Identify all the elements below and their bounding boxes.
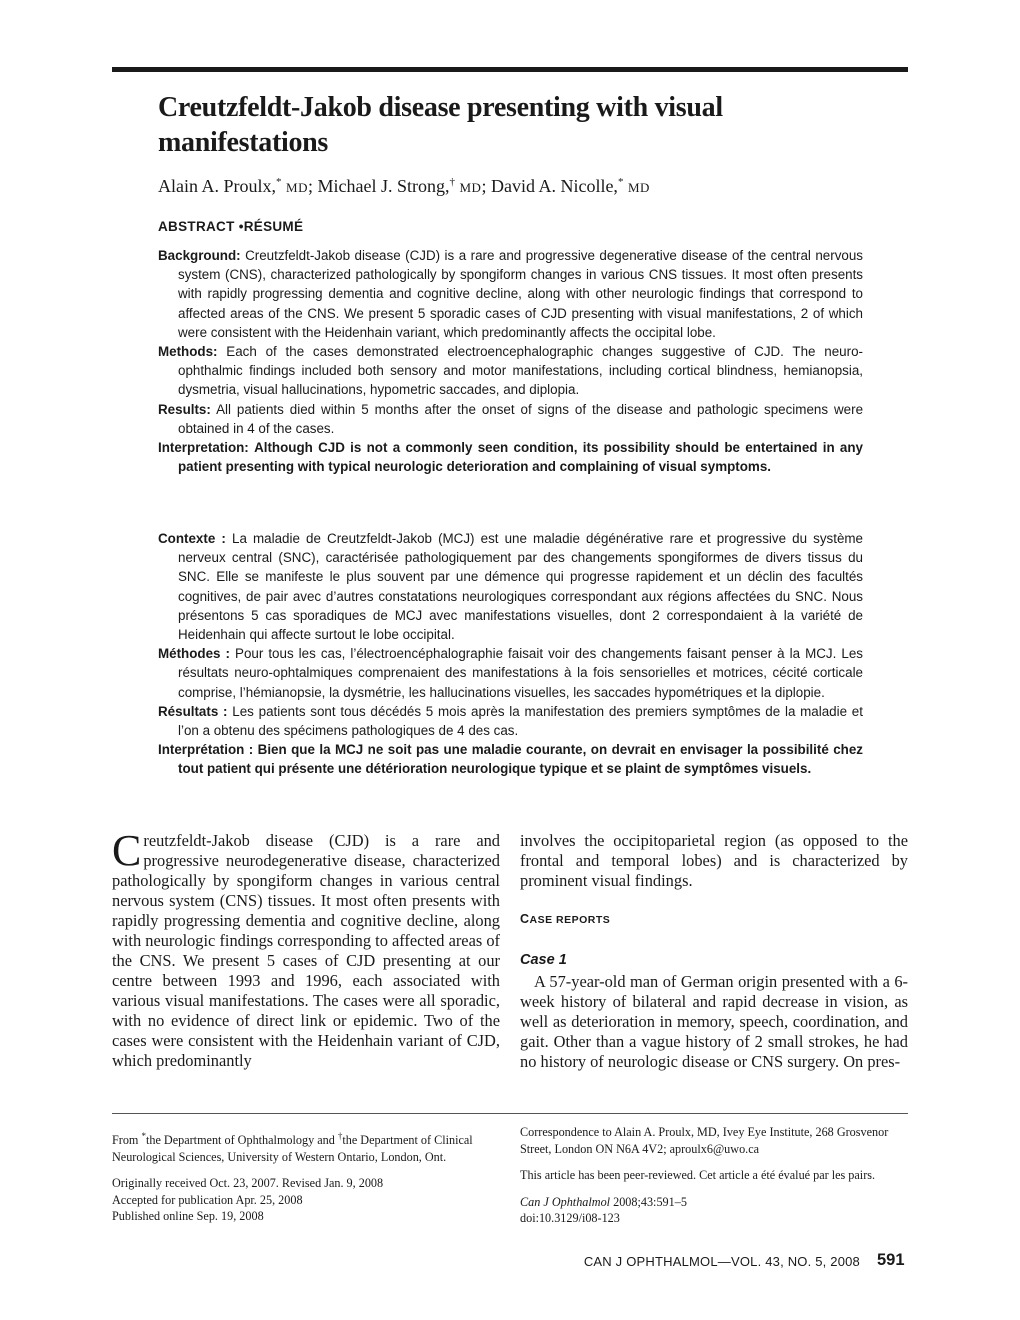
abstract-text: Creutzfeldt-Jakob disease (CJD) is a rare and progressive degenerative disease of the central nervous system (CNS), characterized pathologically by spongiform changes in various CNS tissues. It most often presents with rapidly progressing dementia and cognitive decline, along with other neurologic findings that correspond to affected areas of the CNS. We present 5 sporadic cases of CJD presenting with visual manifestations, 2 of which were consistent with the Heidenhain variant, which predominantly affects the occipital lobe. — [178, 248, 863, 340]
abstract-resultats — [158, 702, 863, 740]
author-degree: MD — [286, 180, 308, 195]
author-separator: ; — [307, 176, 318, 196]
affiliations — [112, 1128, 504, 1165]
abstract-heading: ABSTRACT •RÉSUMÉ — [158, 219, 304, 234]
abstract-french — [158, 529, 863, 779]
abstract-text: Bien que la MCJ ne soit pas une maladie courante, on devrait en envisager la possibilité chez tout patient qui présente une détérioration neurologique typique et se plaint de symptômes visuels. — [178, 742, 863, 777]
abstract-label: Background: — [158, 248, 241, 263]
abstract-label: Méthodes : — [158, 646, 230, 662]
abstract-text: Les patients sont tous décédés 5 mois après la manifestation des premiers symptômes de la maladie et l’on a obtenu des spécimens pathologiques de 4 des cas. — [178, 703, 863, 739]
body-paragraph: reutzfeldt-Jakob disease (CJD) is a rare and progressive neurodegenerative disease, characterized pathologically by spongiform changes in various central nervous system (CNS) tissues. It most often presents with rapidly progressing dementia and cognitive decline, along with neurologic findings corresponding to affected areas of the CNS. We present 5 cases of CJD presenting at our centre between 1993 and 1996, each associated with various visual manifestations. The cases were all sporadic, with no evidence of direct link or epidemic. Two of the cases were consistent with the Heidenhain variant of CJD, which predominantly — [112, 831, 500, 1070]
affiliation-mark: † — [449, 176, 455, 188]
section-heading — [520, 909, 908, 930]
case-heading: Case 1 — [520, 952, 567, 968]
footnote-left — [112, 1128, 504, 1225]
section-heading-rest: ASE REPORTS — [529, 914, 611, 926]
published-date: Published online Sep. 19, 2008 — [112, 1209, 264, 1224]
body-column-right — [520, 831, 908, 1072]
abstract-interpretation-fr — [158, 740, 863, 778]
author-name: Michael J. Strong, — [317, 176, 450, 196]
article-title: Creutzfeldt-Jakob disease presenting with visual manifestations — [158, 92, 723, 158]
abstract-background — [158, 246, 863, 342]
section-heading-initial: C — [520, 912, 530, 926]
citation — [520, 1194, 912, 1211]
abstract-english — [158, 246, 863, 476]
running-head: CAN J OPHTHALMOL—VOL. 43, NO. 5, 2008 — [583, 1254, 860, 1269]
footnote-rule — [112, 1113, 908, 1114]
journal-abbrev: Can J Ophthalmol — [520, 1194, 611, 1209]
abstract-text: La maladie de Creutzfeldt-Jakob (MCJ) est une maladie dégénérative rare et progressive du système nerveux central (SNC), caractérisée pathologiquement par des changements spongiformes de divers tissus du SNC. Elle se manifeste le plus souvent par une démence qui progresse rapidement et un déclin des facultés cognitives, de pair avec d’autres constatations neurologiques correspondant aux régions affectées du SNC. Nous présentons 5 cas sporadiques de MCJ avec manifestations visuelles, dont 2 correspondaient à la variété de Heidenhain qui affecte surtout le lobe occipital. — [178, 531, 863, 643]
affiliation-mark: * — [276, 176, 282, 188]
abstract-label: Methods: — [158, 344, 218, 360]
author-list — [158, 171, 858, 199]
abstract-text: Pour tous les cas, l’électroencéphalographie faisait voir des changements faisant penser à la MCJ. Les résultats neuro-ophtalmiques comprenaient des manifestations à la fois sensorielles et motrices, cécité corticale comprise, l’hémianopsie, la dysmétrie, les hallucinations visuelles, les saccades hypométriques et la diplopie. — [178, 646, 863, 700]
affiliation-mark: † — [337, 1131, 343, 1141]
abstract-text: Although CJD is not a commonly seen condition, its possibility should be entertained in any patient presenting with typical neurologic deterioration and complaining of visual symptoms. — [178, 440, 863, 475]
abstract-label: Contexte : — [158, 531, 226, 546]
abstract-results — [158, 400, 863, 438]
author-degree: MD — [627, 180, 650, 195]
author-degree: MD — [459, 180, 482, 195]
received-date: Originally received Oct. 23, 2007. Revised Jan. 9, 2008 — [112, 1176, 384, 1191]
affiliation-text: the Department of Ophthalmology and — [145, 1133, 338, 1148]
abstract-interpretation — [158, 438, 863, 476]
abstract-contexte — [158, 529, 863, 644]
affiliation-mark: * — [141, 1131, 146, 1141]
top-rule — [112, 67, 908, 72]
author-name: Alain A. Proulx, — [158, 176, 277, 196]
correspondence: Correspondence to Alain A. Proulx, MD, Ivey Eye Institute, 268 Grosvenor Street, London ON N6A 4V2; aproulx6@uwo.ca — [520, 1125, 889, 1156]
page-number: 591 — [877, 1251, 905, 1269]
affiliation-text: the Department of Clinical Neurological Sciences, University of Western Ontario, London, Ont. — [112, 1133, 473, 1164]
doi: doi:10.3129/i08-123 — [520, 1211, 620, 1225]
author-separator: ; — [481, 176, 491, 196]
body-column-left — [112, 826, 500, 1071]
footnote-right — [520, 1124, 912, 1227]
citation-volume: 2008;43:591–5 — [610, 1194, 687, 1209]
body-paragraph: involves the occipitoparietal region (as opposed to the frontal and temporal lobes) and is characterized by prominent visual findings. — [520, 831, 908, 890]
abstract-methods — [158, 342, 863, 400]
affiliation-mark: * — [617, 176, 624, 188]
abstract-label: Résultats : — [158, 703, 228, 719]
author-name: David A. Nicolle, — [490, 176, 618, 196]
abstract-label: Interpretation: — [158, 440, 249, 456]
drop-cap: C — [112, 826, 142, 875]
peer-review-note: This article has been peer-reviewed. Cet article a été évalué par les pairs. — [520, 1168, 876, 1182]
abstract-text: Each of the cases demonstrated electroencephalographic changes suggestive of CJD. The neuro-ophthalmic findings included both sensory and motor manifestations, including cortical blindness, hemianopsia, dysmetria, visual hallucinations, hypometric saccades, and diplopia. — [178, 344, 863, 398]
affiliation-lead: From — [112, 1133, 142, 1148]
accepted-date: Accepted for publication Apr. 25, 2008 — [112, 1192, 303, 1207]
body-paragraph: A 57-year-old man of German origin presented with a 6-week history of bilateral and rapid decrease in vision, as well as deterioration in memory, speech, coordination, and gait. Other than a vague history of 2 small strokes, he had no history of neurologic disease or CNS surgery. On pres- — [520, 972, 908, 1071]
abstract-text: All patients died within 5 months after the onset of signs of the disease and pathologic specimens were obtained in 4 of the cases. — [178, 401, 864, 436]
abstract-label: Interprétation : — [158, 742, 254, 758]
abstract-methodes — [158, 644, 863, 702]
abstract-label: Results: — [158, 401, 211, 417]
